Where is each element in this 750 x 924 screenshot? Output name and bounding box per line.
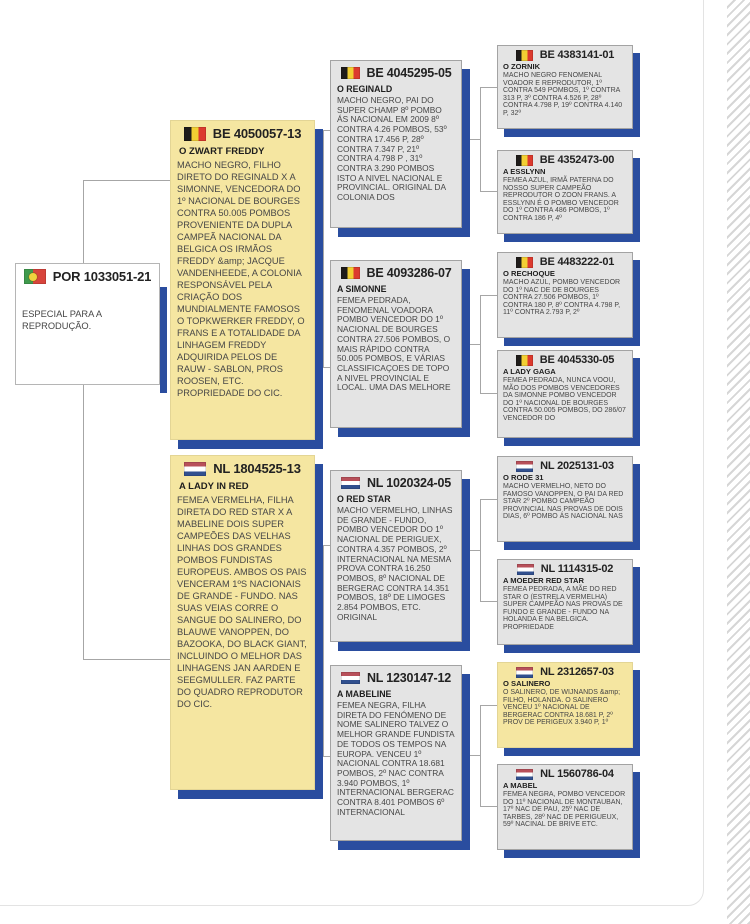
connector-line <box>480 705 497 706</box>
connector-line <box>480 295 497 296</box>
connector-line <box>480 806 497 807</box>
connector-line <box>470 550 480 551</box>
pigeon-name: A LADY IN RED <box>179 481 249 492</box>
ring-number: NL 1804525-13 <box>213 461 301 476</box>
netherlands-flag-icon <box>341 477 360 489</box>
pedigree-box[interactable] <box>497 764 633 850</box>
pedigree-box[interactable] <box>497 456 633 542</box>
connector-line <box>480 87 481 192</box>
ring-number: BE 4045330-05 <box>539 354 615 366</box>
connector-line <box>480 393 497 394</box>
pedigree-notes: MACHO NEGRO, FILHO DIRETO DO REGINALD X A SIMONNE, VENCEDORA DO 1º NACIONAL DE BOURGES CONTRA 50.005 POMBOS PROVENIENTE DA DUPLA CAMPEÃ NACIONAL DA BELGICA OS IRMÃOS FREDDY &amp; JACQUE VANDENHEEDE, A COLONIA RESPONSÁVEL PELA CRIAÇÃO DOS MUNDIALMENTE FAMOSOS O TOPKWERKER FREDDY, O FRANS E A TOTALIDADE DA LINHAGEM FREDDY ADQUIRIDA PELOS DE RAUW - SABLON, PROS ROOSEN, ETC. PROPRIEDADE DO CIC. <box>177 160 305 398</box>
pedigree-box-sire[interactable] <box>170 120 315 440</box>
connector-line <box>83 180 170 181</box>
netherlands-flag-icon <box>516 667 533 678</box>
page-edge-stripes <box>727 0 750 924</box>
pedigree-notes: FEMEA PEDRADA, FENOMENAL VOADORA POMBO VENCEDOR DO 1º NACIONAL DE BOURGES CONTRA 27.506 POMBOS, O MAIS RÁPIDO CONTRA 50.005 POMBOS, E VÁRIAS CLASSIFICAÇOES DE TOPO A NIVEL PROVINCIAL E LOCAL. UMA DAS MELHORE <box>337 295 451 393</box>
pedigree-notes: MACHO AZUL, POMBO VENCEDOR DO 1º NAC DE DE BOURGES CONTRA 27.506 POMBOS, 1º CONTRA 180 P, 8º CONTRA 4.798 P, 11º CONTRA 2.793 P, 2º <box>503 279 621 317</box>
ring-number: NL 1230147-12 <box>366 671 452 685</box>
pigeon-name: A MABELINE <box>337 689 392 699</box>
pedigree-notes: MACHO NEGRO FENOMENAL VOADOR E REPRODUTOR, 1º CONTRA 549 POMBOS, 1º CONTRA 313 P, 3º CONTRA 4.526 P, 28º CONTRA 4.798 P, 19º CONTRA 4.140 P, 32º <box>503 72 623 117</box>
belgium-flag-icon <box>184 127 206 141</box>
connector-line <box>480 601 497 602</box>
ring-number: BE 4352473-00 <box>539 154 615 166</box>
pigeon-name: O SALINERO <box>503 679 551 688</box>
belgium-flag-icon <box>516 50 533 61</box>
belgium-flag-icon <box>341 67 360 79</box>
pedigree-box[interactable] <box>330 470 462 642</box>
portugal-flag-icon <box>24 269 46 284</box>
connector-line <box>323 130 324 368</box>
pedigree-notes: FEMEA PEDRADA, A MÃE DO RED STAR O (ESTRELA VERMELHA) SUPER CAMPEÃO NAS PROVAS DE FUNDO E GRANDE - FUNDO NA HOLANDA E NA BELGICA. PROPRIEDADE <box>503 586 623 631</box>
pigeon-name: O RODE 31 <box>503 473 544 482</box>
belgium-flag-icon <box>516 355 533 366</box>
connector-line <box>480 499 481 602</box>
pedigree-box[interactable] <box>497 150 633 234</box>
pigeon-name: O REGINALD <box>337 84 393 94</box>
pedigree-notes: O SALINERO, DE WIJNANDS &amp; FILHO, HOLANDA. O SALINERO VENCEU 1º NACIONAL DE BERGERAC CONTRA 18.681 P, 2º PROV DE PERIGEUX 3.940 P, 1º <box>503 689 621 727</box>
pigeon-name: O ZWART FREDDY <box>179 146 265 157</box>
pedigree-box[interactable] <box>330 60 462 228</box>
ring-number: NL 1020324-05 <box>366 476 452 490</box>
belgium-flag-icon <box>516 257 533 268</box>
pedigree-box-root[interactable] <box>15 263 160 385</box>
pedigree-box[interactable] <box>497 559 633 645</box>
pedigree-notes: FEMEA NEGRA, POMBO VENCEDOR DO 11º NACIONAL DE MONTAUBAN, 17º NAC DE PAU, 25º NAC DE TARBES, 28º NAC DE PERIGUEUX, 59º NACINAL DE BRIVE ETC. <box>503 791 626 829</box>
connector-line <box>470 344 480 345</box>
connector-line <box>323 545 324 757</box>
ring-number: BE 4050057-13 <box>212 126 302 141</box>
pedigree-notes: FEMEA NEGRA, FILHA DIRETA DO FENÓMENO DE NOME SALINERO TALVEZ O MELHOR GRANDE FUNDISTA DE TODOS OS TEMPOS NA EUROPA. VENCEU 1º NACIONAL CONTRA 18.681 POMBOS, 2º NAC CONTRA 3.940 POMBOS, 1º INTERNACIONAL BERGERAC CONTRA 8.401 POMBOS 6º INTERNACIONAL <box>337 700 455 817</box>
ring-number: NL 1114315-02 <box>540 563 614 575</box>
pedigree-notes: FEMEA PEDRADA, NUNCA VOOU, MÃO DOS POMBOS VENCEDORES DA SIMONNE POMBO VENCEDOR DO 1º NACIONAL DE BOURGES CONTRA 50.005 POMBOS, DO 286/07 VENCEDOR DO <box>503 377 626 422</box>
connector-line <box>480 87 497 88</box>
connector-line <box>83 180 84 660</box>
connector-line <box>83 659 170 660</box>
pedigree-box[interactable] <box>497 252 633 338</box>
pigeon-name: A MOEDER RED STAR <box>503 576 585 585</box>
pedigree-notes: ESPECIAL PARA A REPRODUÇÃO. <box>22 309 102 331</box>
pedigree-notes: FEMEA VERMELHA, FILHA DIRETA DO RED STAR X A MABELINE DOIS SUPER CAMPEÕES DAS VELHAS LINHAS DOS GRANDES POMBOS FUNDISTAS EUROPEUS. AMBOS OS PAIS VENCERAM 1ºS NACIONAIS DE GRANDE - FUNDO. NAS SUAS VEIAS CORRE O SANGUE DO SALINERO, DO BLAUWE VANOPPEN, DO BAZOOKA, DO BLACK GIANT, INCLUINDO O MELHOR DAS LINHAGENS JAN AARDEN E SEEGMULLER. FAZ PARTE DO QUADRO REPRODUTOR DO CIC. <box>177 495 307 709</box>
belgium-flag-icon <box>516 155 533 166</box>
belgium-flag-icon <box>341 267 360 279</box>
netherlands-flag-icon <box>517 564 534 575</box>
pigeon-name: A ESSLYNN <box>503 167 546 176</box>
ring-number: NL 2312657-03 <box>540 666 614 678</box>
netherlands-flag-icon <box>516 461 533 472</box>
ring-number: BE 4383141-01 <box>539 49 615 61</box>
connector-line <box>480 191 497 192</box>
ring-number: BE 4045295-05 <box>366 66 452 80</box>
pigeon-name: A LADY GAGA <box>503 367 556 376</box>
connector-line <box>480 295 481 394</box>
pigeon-name: A MABEL <box>503 781 538 790</box>
netherlands-flag-icon <box>184 462 206 476</box>
netherlands-flag-icon <box>516 769 533 780</box>
pigeon-name: A SIMONNE <box>337 284 387 294</box>
connector-line <box>480 705 481 807</box>
ring-number: BE 4093286-07 <box>366 266 452 280</box>
pigeon-name: O RED STAR <box>337 494 391 504</box>
pedigree-box[interactable] <box>497 662 633 748</box>
pedigree-box[interactable] <box>330 665 462 841</box>
pigeon-name: O RECHOQUE <box>503 269 555 278</box>
ring-number: BE 4483222-01 <box>539 256 615 268</box>
connector-line <box>470 755 480 756</box>
ring-number: NL 2025131-03 <box>540 460 614 472</box>
ring-number: NL 1560786-04 <box>540 768 614 780</box>
pedigree-notes: MACHO VERMELHO, NETO DO FAMOSO VANOPPEN, O PAI DA RED STAR 2º POMBO CAMPEÃO PROVINCIAL NAS PROVAS DE DOIS DIAS, 6º POMBO ÁS NACIONAL NAS <box>503 483 624 521</box>
pedigree-notes: FEMEA AZUL, IRMÃ PATERNA DO NOSSO SUPER CAMPEÃO REPRODUTOR O ZOON FRANS. A ESSLYNN É O POMBO VENCEDOR DO 1º CONTRA 486 POMBOS, 1º CONTRA 186 P, 4º <box>503 177 619 222</box>
pedigree-box[interactable] <box>497 45 633 129</box>
pedigree-box-dam[interactable] <box>170 455 315 790</box>
connector-line <box>480 499 497 500</box>
connector-line <box>470 139 480 140</box>
ring-number: POR 1033051-21 <box>52 269 152 284</box>
pigeon-name: O ZORNIK <box>503 62 541 71</box>
root-box-shadow <box>160 287 167 393</box>
pedigree-box[interactable] <box>497 350 633 438</box>
netherlands-flag-icon <box>341 672 360 684</box>
pedigree-notes: MACHO VERMELHO, LINHAS DE GRANDE - FUNDO, POMBO VENCEDOR DO 1º NACIONAL DE PERIGUEX, CONTRA 4.357 POMBOS, 2º INTERNACIONAL NA MESMA PROVA CONTRA 16.250 POMBOS, 8º NACIONAL DE BERGERAC CONTRA 14.351 POMBOS, 18º DE LIMOGES 2.854 POMBOS, ETC. ORIGINAL <box>337 505 453 622</box>
pedigree-box[interactable] <box>330 260 462 428</box>
pedigree-notes: MACHO NEGRO, PAI DO SUPER CHAMP 8º POMBO ÁS NACIONAL EM 2009 8º CONTRA 4.26 POMBOS, 53º CONTRA 17.456 P, 28º CONTRA 7.347 P, 21º CONTRA 4.798 P , 31º CONTRA 3.290 POMBOS ISTO A NIVEL NACIONAL E PROVINCIAL. ORIGINAL DA COLONIA DOS <box>337 95 447 203</box>
